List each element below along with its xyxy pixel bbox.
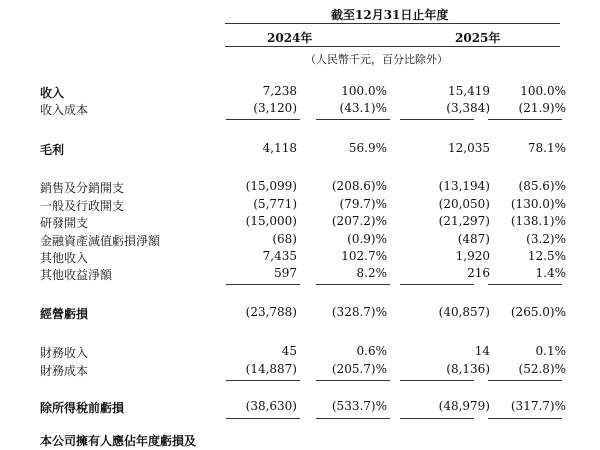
percent-2025-cell: (85.6)% xyxy=(518,179,566,193)
percent-2024-cell: (0.9)% xyxy=(347,232,387,246)
value-2024-cell: 4,118 xyxy=(262,141,297,155)
column-rule xyxy=(316,119,390,120)
percent-2025-cell: (317.7)% xyxy=(510,399,566,413)
column-rule xyxy=(400,284,474,285)
row-label: 毛利 xyxy=(40,143,65,157)
percent-2025-cell: (130.0)% xyxy=(510,197,566,211)
value-2024-cell: (5,771) xyxy=(253,197,297,211)
value-2024-cell: (15,099) xyxy=(245,179,297,193)
value-2025-cell: 14 xyxy=(474,344,490,358)
percent-2025-cell: 100.0% xyxy=(520,84,566,98)
percent-2024-cell: (533.7)% xyxy=(331,399,387,413)
row-label: 銷售及分銷開支 xyxy=(40,181,125,195)
value-2024-cell: 7,238 xyxy=(262,84,297,98)
percent-2024-cell: 0.6% xyxy=(356,344,387,358)
value-2024-cell: 7,435 xyxy=(262,249,297,263)
footer-text: 本公司擁有人應佔年度虧損及 xyxy=(40,434,197,448)
value-2025-cell: (20,050) xyxy=(438,197,490,211)
value-2025-cell: 12,035 xyxy=(448,141,490,155)
value-2025-cell: 1,920 xyxy=(455,249,490,263)
percent-2024-cell: 8.2% xyxy=(356,266,387,280)
value-2024-cell: (23,788) xyxy=(245,305,297,319)
column-rule xyxy=(226,380,300,381)
unit-note: （人民幣千元，百分比除外） xyxy=(305,53,448,66)
percent-2024-cell: (208.6)% xyxy=(331,179,387,193)
value-2025-cell: (3,384) xyxy=(446,101,490,115)
value-2025-cell: (48,979) xyxy=(438,399,490,413)
percent-2025-cell: (21.9)% xyxy=(518,101,566,115)
column-rule xyxy=(316,380,390,381)
percent-2025-cell: (138.1)% xyxy=(510,214,566,228)
year-header-rule xyxy=(225,46,560,47)
value-2025-cell: 15,419 xyxy=(448,84,490,98)
percent-2025-cell: 0.1% xyxy=(535,344,566,358)
row-label: 金融資產減值虧損淨額 xyxy=(40,234,161,248)
value-2024-cell: 597 xyxy=(274,266,297,280)
row-label: 其他收益淨額 xyxy=(40,268,113,282)
column-rule xyxy=(226,119,300,120)
value-2025-cell: 216 xyxy=(467,266,490,280)
percent-2024-cell: (79.7)% xyxy=(339,197,387,211)
percent-2025-cell: (52.8)% xyxy=(518,362,566,376)
column-rule xyxy=(400,418,474,419)
value-2024-cell: (38,630) xyxy=(245,399,297,413)
percent-2024-cell: (205.7)% xyxy=(331,362,387,376)
column-rule xyxy=(488,418,562,419)
value-2024-cell: (14,887) xyxy=(245,362,297,376)
column-rule xyxy=(488,284,562,285)
percent-2025-cell: (265.0)% xyxy=(510,305,566,319)
percent-2024-cell: (328.7)% xyxy=(331,305,387,319)
value-2025-cell: (487) xyxy=(457,232,490,246)
value-2025-cell: (21,297) xyxy=(438,214,490,228)
column-rule xyxy=(316,418,390,419)
column-rule xyxy=(316,284,390,285)
value-2025-cell: (40,857) xyxy=(438,305,490,319)
column-rule xyxy=(488,380,562,381)
value-2025-cell: (8,136) xyxy=(446,362,490,376)
percent-2024-cell: (43.1)% xyxy=(339,101,387,115)
percent-2024-cell: 102.7% xyxy=(341,249,387,263)
value-2024-cell: (15,000) xyxy=(245,214,297,228)
row-label: 財務收入 xyxy=(40,346,89,360)
column-rule xyxy=(226,418,300,419)
value-2024-cell: 45 xyxy=(281,344,297,358)
period-header: 截至12月31日止年度 xyxy=(331,8,449,22)
percent-2024-cell: 100.0% xyxy=(341,84,387,98)
percent-2025-cell: (3.2)% xyxy=(526,232,566,246)
percent-2024-cell: (207.2)% xyxy=(331,214,387,228)
column-rule xyxy=(400,380,474,381)
value-2024-cell: (3,120) xyxy=(253,101,297,115)
value-2024-cell: (68) xyxy=(272,232,297,246)
column-rule xyxy=(400,119,474,120)
percent-2025-cell: 12.5% xyxy=(527,249,566,263)
period-header-rule xyxy=(225,23,560,24)
percent-2025-cell: 1.4% xyxy=(535,266,566,280)
row-label: 經營虧損 xyxy=(40,307,89,321)
year-2024-header: 2024年 xyxy=(267,31,313,45)
value-2025-cell: (13,194) xyxy=(438,179,490,193)
row-label: 收入成本 xyxy=(40,103,89,117)
row-label: 除所得稅前虧損 xyxy=(40,401,125,415)
percent-2024-cell: 56.9% xyxy=(348,141,387,155)
row-label: 其他收入 xyxy=(40,251,89,265)
row-label: 財務成本 xyxy=(40,364,89,378)
column-rule xyxy=(488,119,562,120)
year-2025-header: 2025年 xyxy=(455,31,501,45)
percent-2025-cell: 78.1% xyxy=(527,141,566,155)
row-label: 研發開支 xyxy=(40,216,89,230)
row-label: 收入 xyxy=(40,86,65,100)
column-rule xyxy=(226,284,300,285)
row-label: 一般及行政開支 xyxy=(40,199,125,213)
